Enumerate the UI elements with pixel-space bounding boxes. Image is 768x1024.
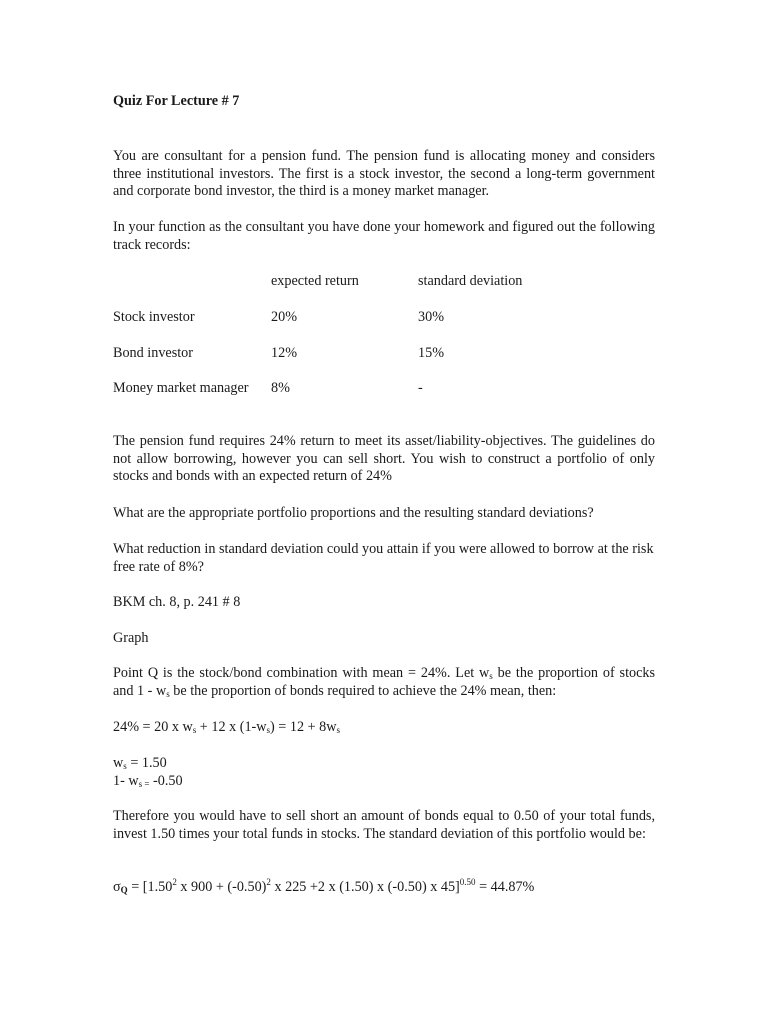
table-cell-return: 8% (271, 380, 290, 396)
question-one: What are the appropriate portfolio proportions and the resulting standard deviations? (113, 505, 594, 521)
table-header-expected-return: expected return (271, 273, 359, 289)
table-cell-return: 12% (271, 345, 298, 361)
table-row-label: Money market manager (113, 380, 249, 396)
table-header-standard-deviation: standard deviation (418, 273, 523, 289)
table-row-label: Stock investor (113, 309, 195, 325)
one-minus-ws-result: 1- $w_{s =}$ -0.50 (113, 773, 183, 789)
table-row-label: Bond investor (113, 345, 193, 361)
question-two: What reduction in standard deviation could you attain if you were allowed to borrow at the risk free rate of 8%? (113, 541, 654, 575)
point-q-paragraph: Point Q is the stock/bond combination with mean = 24%. Let $w_s$ be the proportion of stocks and $1 - w_s$ be the proportion of bonds required to achieve the 24% mean, then: (113, 665, 656, 699)
mean-equation: 24% = 20 x $w_s + 12$ x $(1-w_s) = 12 + 8w_s$ (113, 719, 340, 735)
table-cell-sd: - (418, 380, 423, 396)
table-cell-return: 20% (271, 309, 298, 325)
homework-paragraph: In your function as the consultant you have done your homework and figured out the following track records: (113, 219, 655, 253)
table-cell-sd: 30% (418, 309, 445, 325)
ws-result: $w_s = 1.50$ (113, 755, 167, 771)
textbook-reference: BKM ch. 8, p. 241 # 8 (113, 594, 241, 610)
intro-paragraph: You are consultant for a pension fund. The pension fund is allocating money and considers three institutional investors. The first is a stock investor, the second a long-term government and corporate bond investor, the third is a money market manager. (113, 148, 655, 199)
sigma-q-equation: $\sigma_Q = [1.50^2$ x $900 + (-0.50)^2$ x 225 +2 x (1.50) x (-0.50) x 45]$^{0.50}$ = 44.87% (113, 877, 535, 895)
quiz-title: Quiz For Lecture # 7 (113, 93, 240, 109)
table-cell-sd: 15% (418, 345, 445, 361)
requirement-paragraph: The pension fund requires 24% return to meet its asset/liability-objectives. The guidelines do not allow borrowing, however you can sell short. You wish to construct a portfolio of only stocks and bonds with an expected return of 24% (113, 433, 655, 484)
short-sell-paragraph: Therefore you would have to sell short an amount of bonds equal to 0.50 of your total funds, invest 1.50 times your total funds in stocks. The standard deviation of this portfolio would be: (113, 808, 655, 842)
graph-label: Graph (113, 630, 149, 646)
